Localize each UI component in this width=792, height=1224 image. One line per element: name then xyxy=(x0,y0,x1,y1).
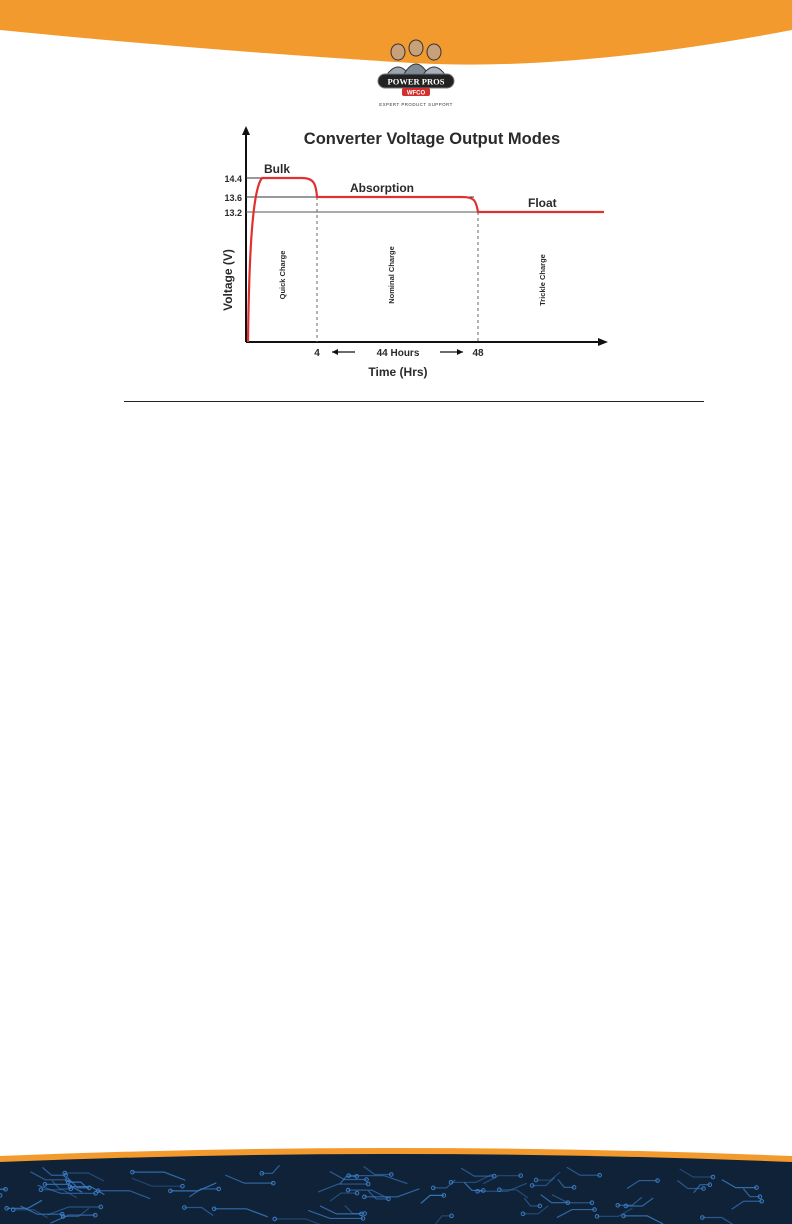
span-arrow-right-icon xyxy=(457,349,463,355)
y-tick-label: 13.2 xyxy=(224,208,242,218)
logo-figures-icon xyxy=(386,40,446,76)
chart-title: Converter Voltage Output Modes xyxy=(303,130,561,148)
x-tick-label: 48 xyxy=(472,348,484,359)
y-tick-label: 13.6 xyxy=(224,193,242,203)
x-axis-arrow-icon xyxy=(598,338,608,346)
logo-tagline: EXPERT PRODUCT SUPPORT xyxy=(379,102,453,107)
region-label-quick-charge: Quick Charge xyxy=(278,250,287,300)
logo-sub-text: WFCO xyxy=(406,90,426,97)
span-label: 44 Hours xyxy=(376,348,420,359)
region-label-nominal-charge: Nominal Charge xyxy=(387,246,396,304)
mode-label-float: Float xyxy=(528,196,557,210)
x-axis-label: Time (Hrs) xyxy=(368,365,428,379)
span-arrow-left-icon xyxy=(332,349,338,355)
footer-circuit-band xyxy=(0,1146,792,1224)
voltage-chart xyxy=(212,120,614,382)
y-axis-label: Voltage (V) xyxy=(221,249,235,311)
logo-text: POWER PROS xyxy=(387,76,445,87)
y-tick-label: 14.4 xyxy=(224,174,242,184)
region-label-trickle-charge: Trickle Charge xyxy=(538,254,547,306)
footer-navy-fill xyxy=(0,1154,792,1224)
mode-label-absorption: Absorption xyxy=(350,181,414,195)
mode-label-bulk: Bulk xyxy=(264,162,291,176)
power-pros-logo xyxy=(366,38,466,110)
x-tick-label: 4 xyxy=(314,348,320,359)
y-axis-arrow-icon xyxy=(242,126,250,135)
section-divider xyxy=(124,401,704,402)
